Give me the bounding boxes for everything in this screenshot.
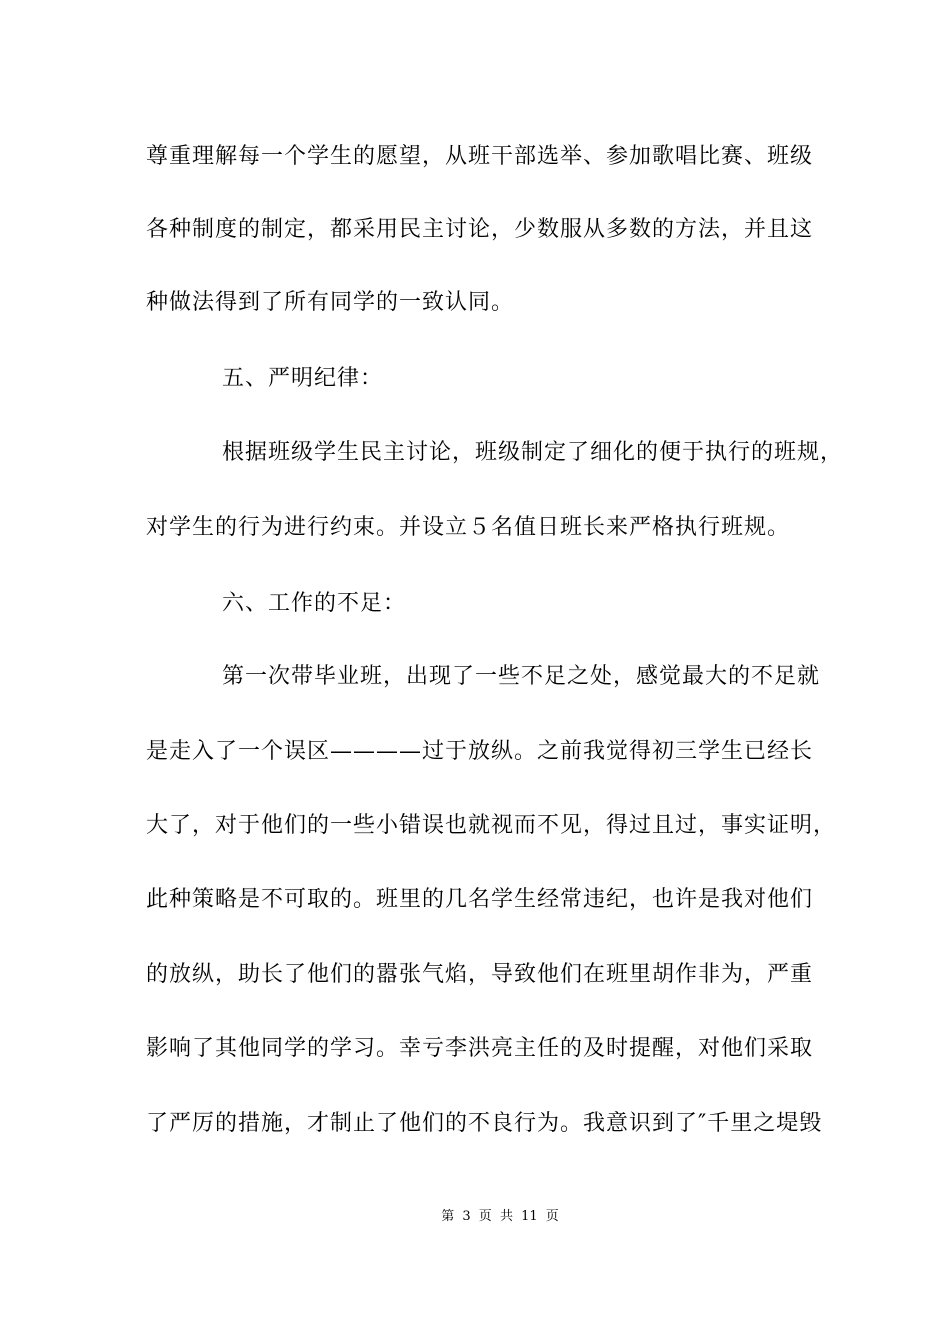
section-heading: 六、工作的不足： bbox=[222, 591, 407, 616]
text-line: 对学生的行为进行约束。并设立５名值日班长来严格执行班规。 bbox=[146, 515, 791, 540]
footer-current-page: 3 bbox=[462, 1209, 471, 1224]
text-line: 是走入了一个误区————过于放纵。之前我觉得初三学生已经长 bbox=[146, 739, 814, 764]
footer-page-word: 页 bbox=[478, 1209, 492, 1224]
section-heading: 五、严明纪律： bbox=[222, 366, 384, 391]
footer-prefix: 第 bbox=[441, 1209, 455, 1224]
text-line: 大了，对于他们的一些小错误也就视而不见，得过且过，事实证明， bbox=[146, 813, 837, 838]
page-footer bbox=[0, 1208, 950, 1226]
footer-suffix: 页 bbox=[545, 1209, 559, 1224]
text-line: 此种策略是不可取的。班里的几名学生经常违纪，也许是我对他们 bbox=[146, 887, 814, 912]
text-line: 影响了其他同学的学习。幸亏李洪亮主任的及时提醒，对他们采取 bbox=[146, 1036, 814, 1061]
text-line: 尊重理解每一个学生的愿望，从班干部选举、参加歌唱比赛、班级 bbox=[146, 144, 814, 169]
text-line: 第一次带毕业班，出现了一些不足之处，感觉最大的不足就 bbox=[222, 664, 821, 689]
text-line: 的放纵，助长了他们的嚣张气焰，导致他们在班里胡作非为，严重 bbox=[146, 962, 814, 987]
footer-total-pages: 11 bbox=[521, 1209, 538, 1224]
text-line: 各种制度的制定，都采用民主讨论，少数服从多数的方法，并且这 bbox=[146, 217, 814, 242]
text-line: 种做法得到了所有同学的一致认同。 bbox=[146, 290, 515, 315]
text-line: 了严厉的措施，才制止了他们的不良行为。我意识到了″千里之堤毁 bbox=[146, 1111, 823, 1136]
footer-total-word: 共 bbox=[499, 1209, 513, 1224]
text-line: 根据班级学生民主讨论，班级制定了细化的便于执行的班规， bbox=[222, 440, 844, 465]
